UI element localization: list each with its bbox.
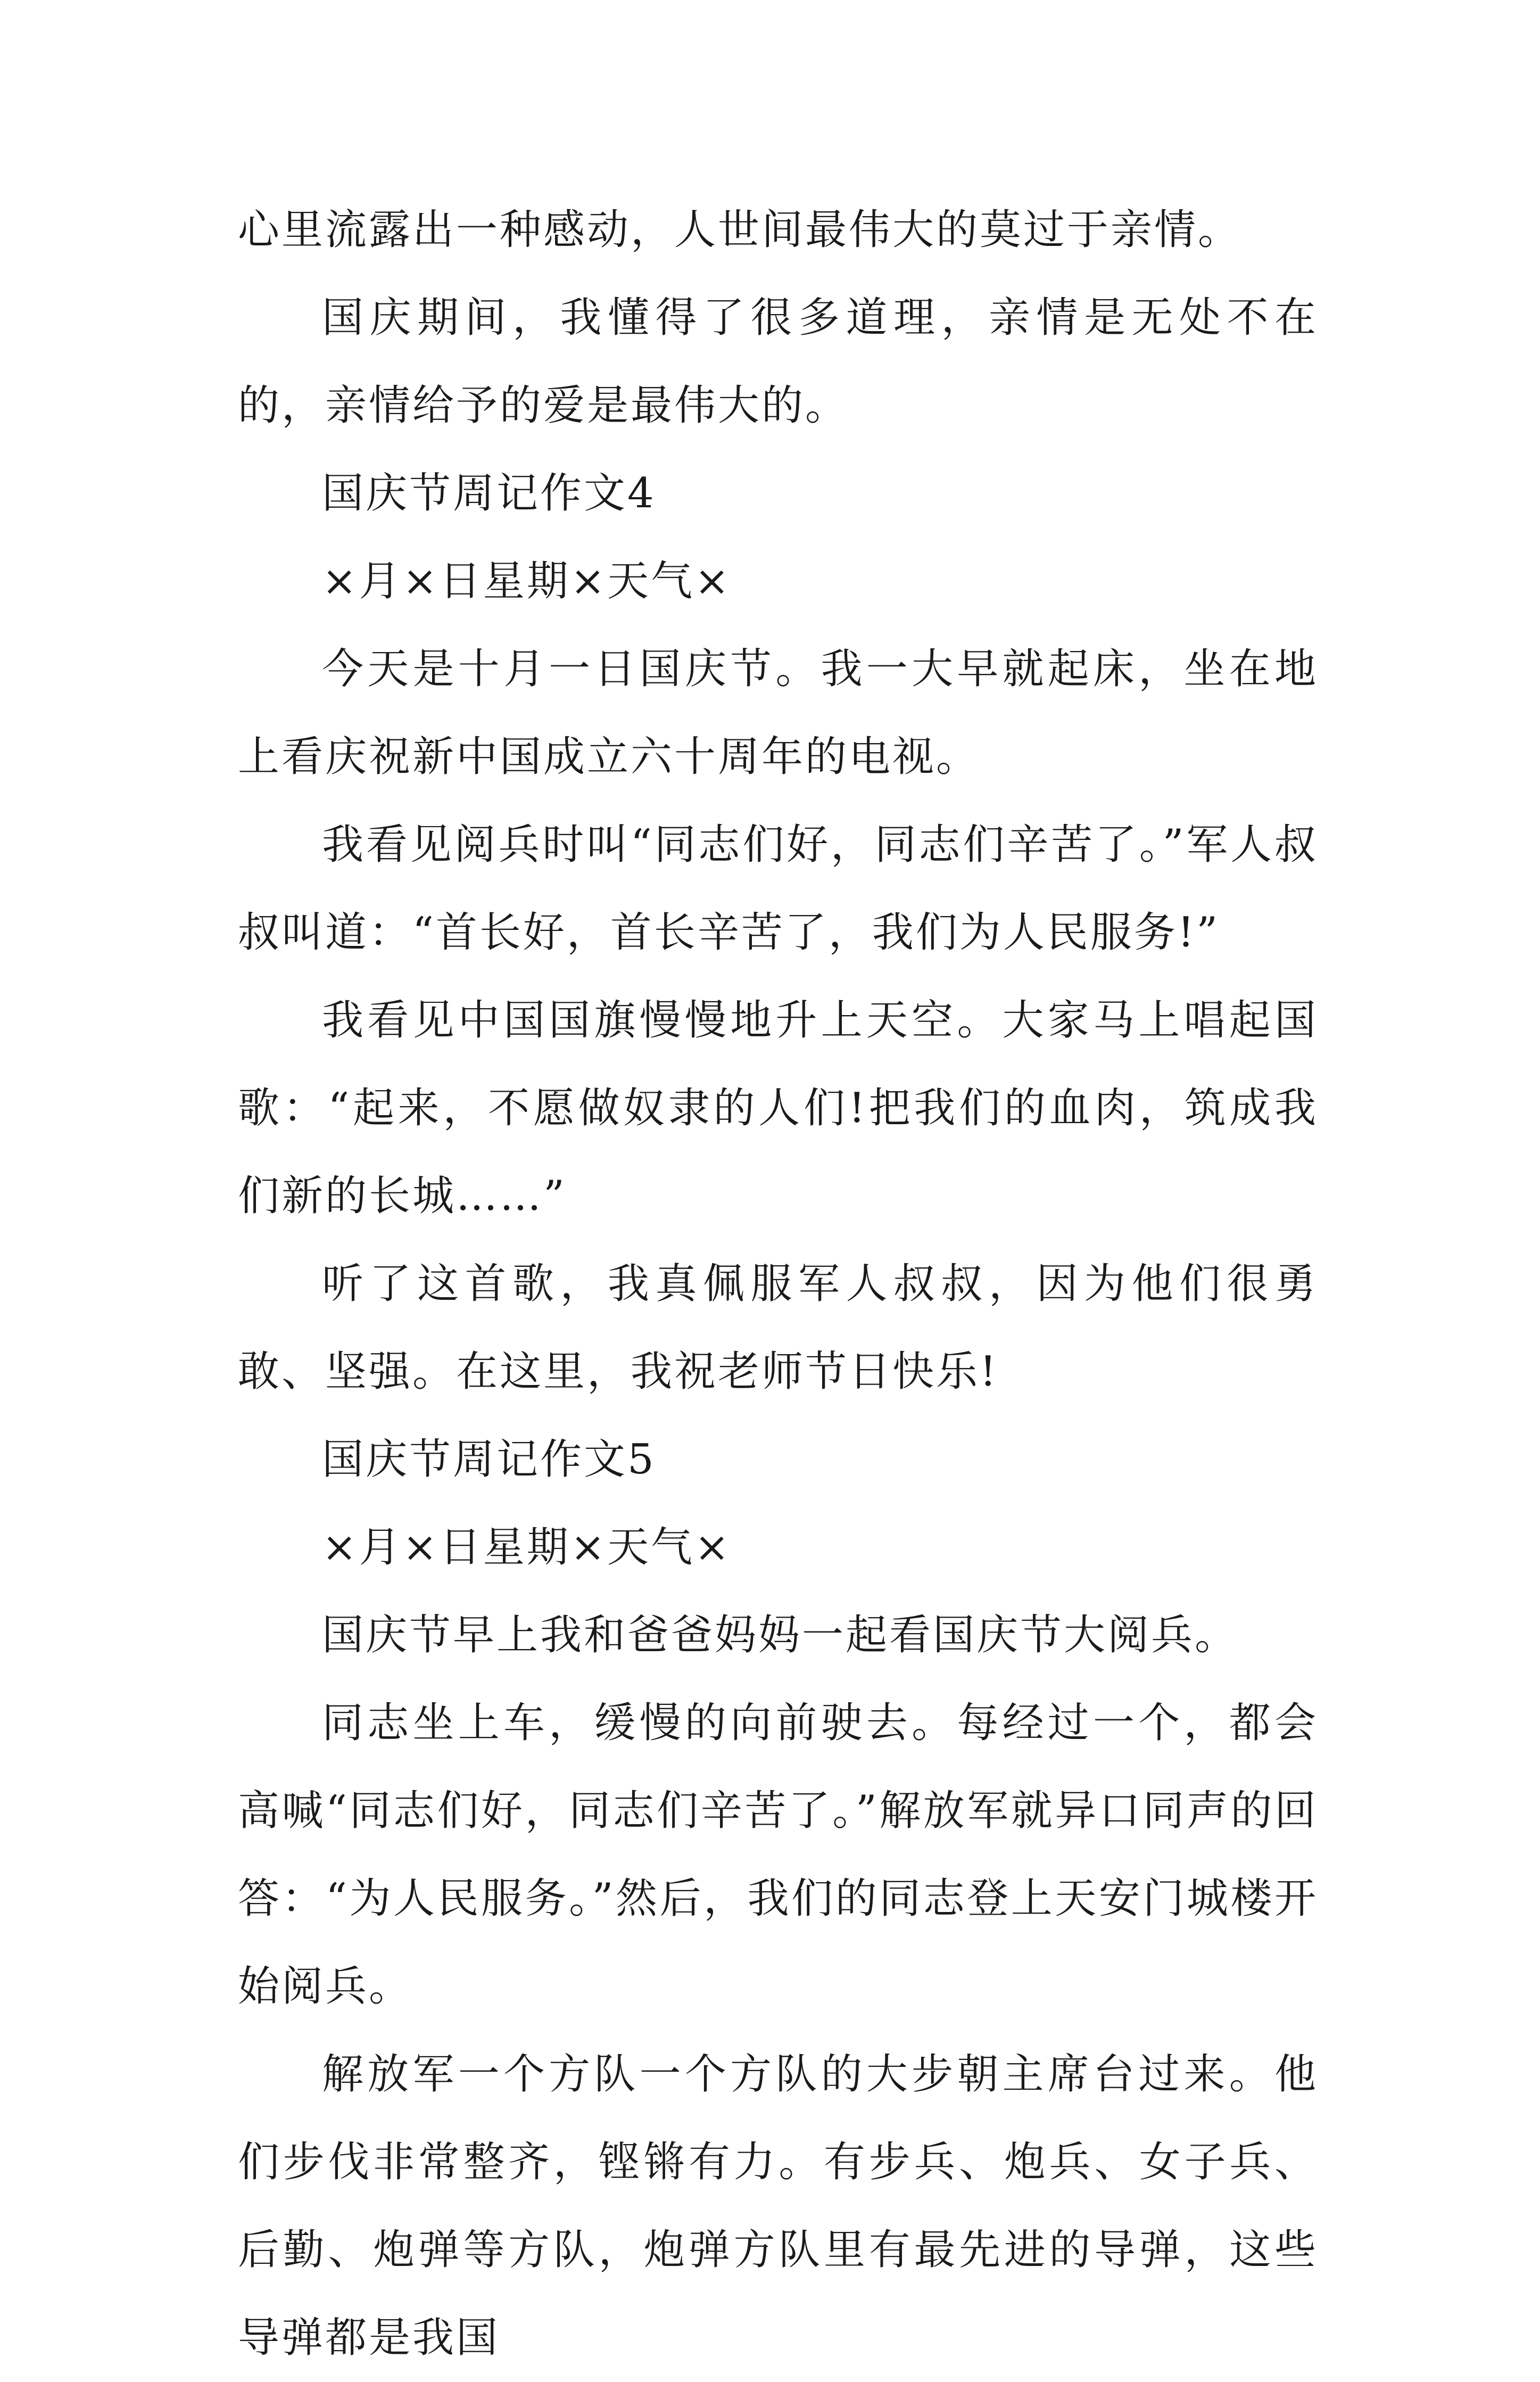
paragraph: 我看见阅兵时叫“同志们好，同志们辛苦了。”军人叔叔叫道：“首长好，首长辛苦了，我们为人民服务!” bbox=[238, 821, 1318, 957]
paragraph: 心里流露出一种感动，人世间最伟大的莫过于亲情。 bbox=[238, 206, 1242, 254]
paragraph: 解放军一个方队一个方队的大步朝主席台过来。他们步伐非常整齐，铿锵有力。有步兵、炮兵、女子兵、后勤、炮弹等方队，炮弹方队里有最先进的导弹，这些导弹都是我国 bbox=[238, 2050, 1318, 2362]
paragraph: 我看见中国国旗慢慢地升上天空。大家马上唱起国歌：“起来，不愿做奴隶的人们!把我们的血肉，筑成我们新的长城……” bbox=[238, 996, 1318, 1220]
section-heading: 国庆节周记作文4 bbox=[322, 469, 656, 517]
paragraph: 同志坐上车，缓慢的向前驶去。每经过一个，都会高喊“同志们好，同志们辛苦了。”解放军就异口同声的回答：“为人民服务。”然后，我们的同志登上天安门城楼开始阅兵。 bbox=[238, 1699, 1318, 2010]
paragraph: 听了这首歌，我真佩服军人叔叔，因为他们很勇敢、坚强。在这里，我祝老师节日快乐! bbox=[238, 1260, 1318, 1396]
date-weather-line: ×月×日星期×天气× bbox=[322, 1523, 732, 1571]
paragraph: 今天是十月一日国庆节。我一大早就起床，坐在地上看庆祝新中国成立六十周年的电视。 bbox=[238, 645, 1318, 781]
date-weather-line: ×月×日星期×天气× bbox=[322, 557, 732, 605]
document-body bbox=[238, 186, 1318, 2382]
paragraph: 国庆期间，我懂得了很多道理，亲情是无处不在的，亲情给予的爱是最伟大的。 bbox=[238, 294, 1318, 430]
section-heading: 国庆节周记作文5 bbox=[322, 1436, 656, 1483]
paragraph: 国庆节早上我和爸爸妈妈一起看国庆节大阅兵。 bbox=[322, 1611, 1239, 1659]
